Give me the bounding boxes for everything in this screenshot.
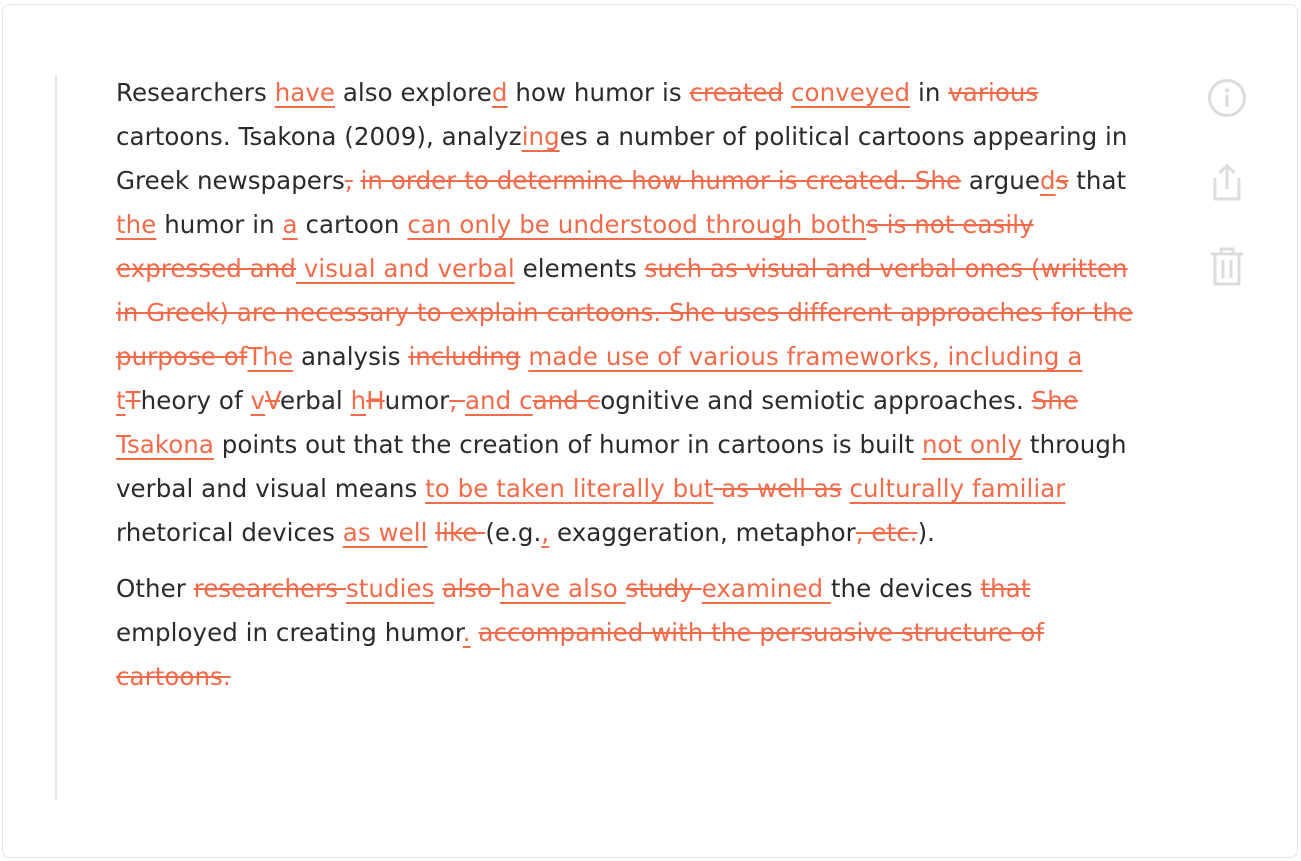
insertion-mark[interactable]: visual and verbal [296,254,515,283]
info-icon[interactable] [1206,77,1248,119]
text-run: that [1068,166,1127,195]
deletion-mark[interactable]: s is not easily expressed and [116,210,1034,283]
insertion-mark[interactable]: not only [921,430,1023,459]
text-run [353,166,361,195]
editor-card [2,4,1298,858]
text-run [842,474,850,503]
text-run: points out that the creation of humor in cartoons is built [213,430,922,459]
text-run: heory of [140,386,251,415]
insertion-mark[interactable]: examined [701,574,831,603]
deletion-mark[interactable]: that [980,574,1031,603]
deletion-mark[interactable]: , [344,166,353,195]
text-run: cartoon [297,210,408,239]
deletion-mark[interactable]: created [689,78,784,107]
action-sidebar [1206,77,1248,329]
deletion-mark[interactable]: , [449,386,465,415]
deletion-mark[interactable]: including [408,342,521,371]
deletion-mark[interactable]: H [366,386,385,415]
text-run: ognitive and semiotic approaches. [600,386,1032,415]
text-run: also explore [335,78,492,107]
deletion-mark[interactable]: accompanied with the persuasive structure of cartoons. [116,618,1045,691]
text-run: es a number of political cartoons appearing in Greek newspapers [116,122,1128,195]
text-run: umor [384,386,450,415]
insertion-mark[interactable]: ing [521,122,560,151]
insertion-mark[interactable]: h [350,386,367,415]
text-run: elements [514,254,645,283]
deletion-mark[interactable]: T [125,386,141,415]
text-run: through verbal and visual means [116,430,1127,503]
insertion-mark[interactable]: made use of various frameworks, including a t [116,342,1083,415]
text-run [783,78,791,107]
text-run: rhetorical devices [116,518,343,547]
text-run: how humor is [507,78,690,107]
text-run: Researchers [116,78,275,107]
insertion-mark[interactable]: d [1039,166,1056,195]
trash-icon[interactable] [1206,245,1248,287]
deletion-mark[interactable]: researchers [193,574,346,603]
insertion-mark[interactable]: the [116,210,157,239]
text-run: ). [917,518,936,547]
insertion-mark[interactable]: studies [345,574,435,603]
deletion-mark[interactable]: and c [532,386,601,415]
insertion-mark[interactable]: a [282,210,298,239]
text-run: argue [961,166,1040,195]
text-run: (e.g. [485,518,542,547]
insertion-mark[interactable]: The [247,342,294,371]
tracked-changes-document[interactable] [116,71,1146,711]
text-run: the devices [830,574,981,603]
left-margin-rule [55,75,57,800]
text-run: cartoons. Tsakona (2009), analyz [116,122,522,151]
deletion-mark[interactable]: various [948,78,1039,107]
deletion-mark[interactable]: in order to determine how humor is created. She [360,166,962,195]
text-run: exaggeration, metaphor [549,518,856,547]
insertion-mark[interactable]: v [250,386,266,415]
deletion-mark[interactable]: also [442,574,500,603]
deletion-mark[interactable]: , etc. [855,518,918,547]
deletion-mark[interactable]: such as visual and verbal ones (written in Greek) are necessary to explain cartoons. She uses different approaches for the purpose of [116,254,1133,371]
text-run: in [910,78,949,107]
deletion-mark[interactable]: like [435,518,486,547]
paragraph[interactable] [116,567,1146,699]
insertion-mark[interactable]: culturally familiar [849,474,1066,503]
insertion-mark[interactable]: Tsakona [116,430,214,459]
deletion-mark[interactable]: She [1031,386,1078,415]
insertion-mark[interactable]: to be taken literally but [425,474,714,503]
insertion-mark[interactable]: can only be understood through both [407,210,867,239]
insertion-mark[interactable]: have also [499,574,626,603]
insertion-mark[interactable]: d [491,78,508,107]
text-run: humor in [156,210,283,239]
text-run: employed in creating humor [116,618,463,647]
text-run: erbal [279,386,351,415]
text-run: Other [116,574,194,603]
insertion-mark[interactable]: and c [464,386,533,415]
deletion-mark[interactable]: as well as [713,474,842,503]
insertion-mark[interactable]: , [541,518,550,547]
text-run: analysis [293,342,409,371]
insertion-mark[interactable]: have [274,78,336,107]
deletion-mark[interactable]: s [1055,166,1069,195]
deletion-mark[interactable]: study [625,574,702,603]
paragraph[interactable] [116,71,1146,555]
share-icon[interactable] [1206,161,1248,203]
deletion-mark[interactable]: V [265,386,280,415]
insertion-mark[interactable]: as well [342,518,428,547]
insertion-mark[interactable]: conveyed [791,78,911,107]
insertion-mark[interactable]: . [462,618,471,647]
